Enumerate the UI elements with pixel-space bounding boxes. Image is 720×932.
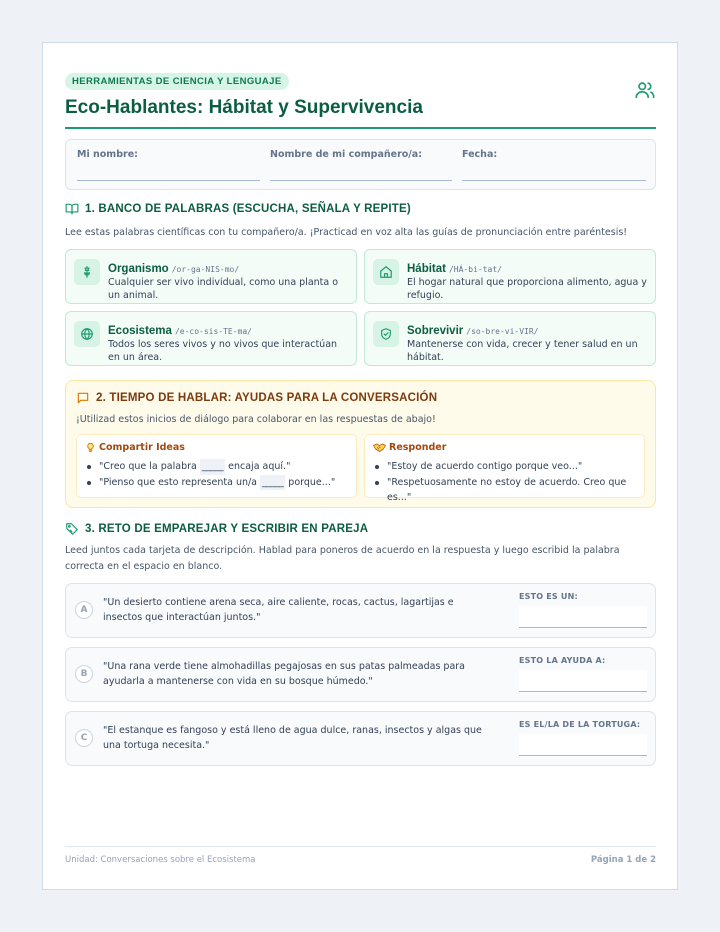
answer-field[interactable] [519, 606, 647, 628]
my-name-label: Mi nombre: [77, 149, 138, 160]
match-letter-badge: B [75, 665, 93, 683]
header-rule [65, 127, 656, 129]
word-term: Hábitat [407, 263, 446, 275]
kicker-badge: HERRAMIENTAS DE CIENCIA Y LENGUAJE [65, 73, 289, 90]
match-title: 3. RETO DE EMPAREJAR Y ESCRIBIR EN PAREJA [85, 523, 369, 535]
word-term: Organismo [108, 263, 169, 275]
word-pronunciation: /or-ga-NIS-mo/ [171, 265, 240, 274]
answer-label: ESTO LA AYUDA A: [519, 656, 606, 665]
word-cards [65, 249, 656, 366]
speaking-box [65, 380, 656, 508]
home-icon [379, 265, 393, 279]
match-letter-badge: A [75, 601, 93, 619]
date-field[interactable] [462, 149, 646, 181]
date-line[interactable] [462, 180, 646, 181]
match-heading [65, 522, 656, 536]
word-term: Ecosistema [108, 325, 172, 337]
share-ideas-box [76, 434, 357, 498]
word-pronunciation: /e-co-sis-TE-ma/ [174, 327, 252, 336]
page-title: Eco-Hablantes: Hábitat y Supervivencia [65, 97, 423, 118]
partner-name-line[interactable] [270, 180, 452, 181]
match-card [65, 711, 656, 766]
page-number: Página 1 de 2 [590, 855, 656, 865]
tag-icon [65, 522, 79, 536]
speaking-title: 2. TIEMPO DE HABLAR: AYUDAS PARA LA CONVERSACIÓN [96, 392, 438, 404]
lightbulb-icon [85, 442, 96, 453]
worksheet-page [42, 42, 678, 890]
answer-field[interactable] [519, 734, 647, 756]
word-pronunciation: /HÁ-bi-tat/ [448, 265, 502, 274]
word-bank-title: 1. BANCO DE PALABRAS (ESCUCHA, SEÑALA Y REPITE) [85, 203, 411, 215]
match-instructions: Leed juntos cada tarjeta de descripción. Hablad para poneros de acuerdo en la respuesta y luego escribid la palabra correcta en el espacio en blanco. [65, 545, 620, 572]
users-icon [634, 79, 656, 101]
page-footer [65, 846, 656, 865]
book-open-icon [65, 202, 79, 216]
match-description: "Una rana verde tiene almohadillas pegajosas en sus patas palmeadas para ayudarla a mantenerse con vida en su bosque húmedo." [103, 661, 466, 687]
word-definition: El hogar natural que proporciona alimento, agua y refugio. [407, 277, 647, 301]
word-definition: Mantenerse con vida, crecer y tener salud en un hábitat. [407, 339, 638, 363]
unit-label: Unidad: Conversaciones sobre el Ecosistema [65, 855, 256, 865]
starter-item: "Creo que la palabra _____ encaja aquí." [85, 459, 348, 475]
word-pronunciation: /so-bre-vi-VIR/ [466, 327, 539, 336]
word-card [364, 311, 656, 366]
starter-item: "Estoy de acuerdo contigo porque veo..." [373, 459, 636, 475]
word-bank-heading [65, 202, 656, 216]
student-info-box [65, 139, 656, 190]
starter-item: "Pienso que esto representa un/a _____ porque..." [85, 475, 348, 491]
speaking-heading [76, 391, 645, 405]
match-card [65, 647, 656, 702]
match-letter-badge: C [75, 729, 93, 747]
my-name-field[interactable] [77, 149, 260, 181]
speaking-instructions: ¡Utilizad estos inicios de diálogo para colaborar en las respuestas de abajo! [76, 414, 436, 425]
word-bank-instructions: Lee estas palabras científicas con tu compañero/a. ¡Practicad en voz alta las guías de pronunciación entre paréntesis! [65, 227, 628, 238]
word-definition: Cualquier ser vivo individual, como una planta o un animal. [108, 277, 339, 301]
globe-icon [80, 327, 94, 341]
word-definition: Todos los seres vivos y no vivos que interactúan en un área. [108, 339, 338, 363]
match-description: "Un desierto contiene arena seca, aire caliente, rocas, cactus, lagartijas e insectos que interactúan juntos." [103, 597, 454, 623]
my-name-line[interactable] [77, 180, 260, 181]
share-ideas-title: Compartir Ideas [99, 442, 185, 453]
date-label: Fecha: [462, 149, 498, 160]
flower-icon [80, 265, 94, 279]
word-card [65, 311, 357, 366]
respond-box [364, 434, 645, 503]
message-square-icon [76, 391, 90, 405]
match-card [65, 583, 656, 638]
shield-check-icon [379, 327, 393, 341]
match-description: "El estanque es fangoso y está lleno de agua dulce, ranas, insectos y algas que una tortuga necesita." [103, 725, 482, 751]
handshake-icon [373, 442, 386, 453]
word-term: Sobrevivir [407, 325, 464, 337]
sentence-starters [76, 434, 645, 503]
starter-item: "Respetuosamente no estoy de acuerdo. Creo que es..." [373, 475, 636, 506]
partner-name-label: Nombre de mi compañero/a: [270, 149, 422, 160]
respond-title: Responder [389, 442, 447, 453]
answer-label: ES EL/LA DE LA TORTUGA: [519, 720, 641, 729]
word-card [65, 249, 357, 304]
partner-name-field[interactable] [270, 149, 452, 181]
answer-field[interactable] [519, 670, 647, 692]
answer-label: ESTO ES UN: [519, 592, 578, 601]
word-card [364, 249, 656, 304]
